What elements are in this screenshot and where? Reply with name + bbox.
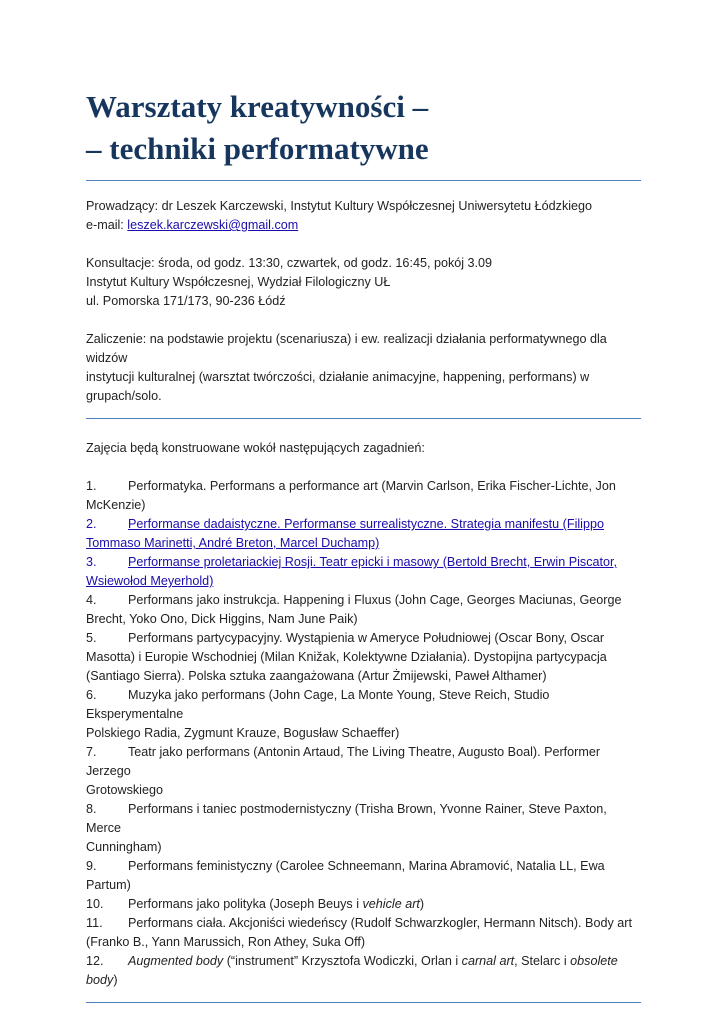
- topics-list: [86, 477, 641, 990]
- list-item: 7. Teatr jako performans (Antonin Artaud, The Living Theatre, Augusto Boal). Performer Jerzego Grotowskiego: [86, 745, 601, 797]
- divider: [86, 1002, 641, 1003]
- instructor-line: Prowadzący: dr Leszek Karczewski, Instytut Kultury Współczesnej Uniwersytetu Łódzkiego: [86, 199, 593, 213]
- list-item: 1. Performatyka. Performans a performance art (Marvin Carlson, Erika Fischer-Lichte, Jon McKenzie): [86, 479, 616, 512]
- email-link[interactable]: leszek.karczewski@gmail.com: [127, 218, 299, 232]
- list-item-link[interactable]: 3. Performanse proletariackiej Rosji. Teatr epicki i masowy (Bertold Brecht, Erwin Piscator, Wsiewołod Meyerhold): [86, 555, 618, 588]
- list-item: 12. Augmented body (“instrument” Krzysztofa Wodiczki, Orlan i carnal art, Stelarc i obsolete body): [86, 954, 618, 987]
- email-label: e-mail:: [86, 218, 128, 232]
- topics-intro: Zajęcia będą konstruowane wokół następujących zagadnień:: [86, 441, 425, 455]
- credit-line-3: grupach/solo.: [86, 389, 162, 403]
- address-line: ul. Pomorska 171/173, 90-236 Łódź: [86, 294, 286, 308]
- page-title: [86, 86, 641, 170]
- list-item: 4. Performans jako instrukcja. Happening i Fluxus (John Cage, Georges Maciunas, George Brecht, Yoko Ono, Dick Higgins, Nam June Paik): [86, 593, 622, 626]
- list-item: 10. Performans jako polityka (Joseph Beuys i vehicle art): [86, 897, 425, 911]
- list-item: 5. Performans partycypacyjny. Wystąpienia w Ameryce Południowej (Oscar Bony, Oscar Masotta) i Europie Wschodniej (Milan Knižak, Kolektywne Działania). Dystopijna partycypacja (Santiago Sierra). Polska sztuka zaangażowana (Artur Żmijewski, Paweł Althamer): [86, 631, 607, 683]
- credit-line-2: instytucji kulturalnej (warsztat twórczości, działanie animacyjne, happening, performans) w: [86, 370, 590, 384]
- list-item: 6. Muzyka jako performans (John Cage, La Monte Young, Steve Reich, Studio Eksperymentalne Polskiego Radia, Zygmunt Krauze, Bogusław Schaeffer): [86, 688, 550, 740]
- list-item: 9. Performans feministyczny (Carolee Schneemann, Marina Abramović, Natalia LL, Ewa Partum): [86, 859, 605, 892]
- credit-line-1: Zaliczenie: na podstawie projektu (scenariusza) i ew. realizacji działania performatywnego dla widzów: [86, 332, 607, 365]
- consultation-line: Konsultacje: środa, od godz. 13:30, czwartek, od godz. 16:45, pokój 3.09: [86, 256, 493, 270]
- document-page: [86, 86, 641, 1003]
- list-item-link[interactable]: 2. Performanse dadaistyczne. Performanse surrealistyczne. Strategia manifestu (Filippo Tommaso Marinetti, André Breton, Marcel Duchamp): [86, 517, 604, 550]
- list-item: 8. Performans i taniec postmodernistyczny (Trisha Brown, Yvonne Rainer, Steve Paxton, Merce Cunningham): [86, 802, 607, 854]
- title-line-2: – techniki performatywne: [86, 131, 429, 166]
- title-line-1: Warsztaty kreatywności –: [86, 89, 429, 124]
- list-item: 11. Performans ciała. Akcjoniści wiedeńscy (Rudolf Schwarzkogler, Hermann Nitsch). Body art (Franko B., Yann Marussich, Ron Athey, Suka Off): [86, 916, 632, 949]
- institute-line: Instytut Kultury Współczesnej, Wydział Filologiczny UŁ: [86, 275, 391, 289]
- email-line: [86, 216, 641, 235]
